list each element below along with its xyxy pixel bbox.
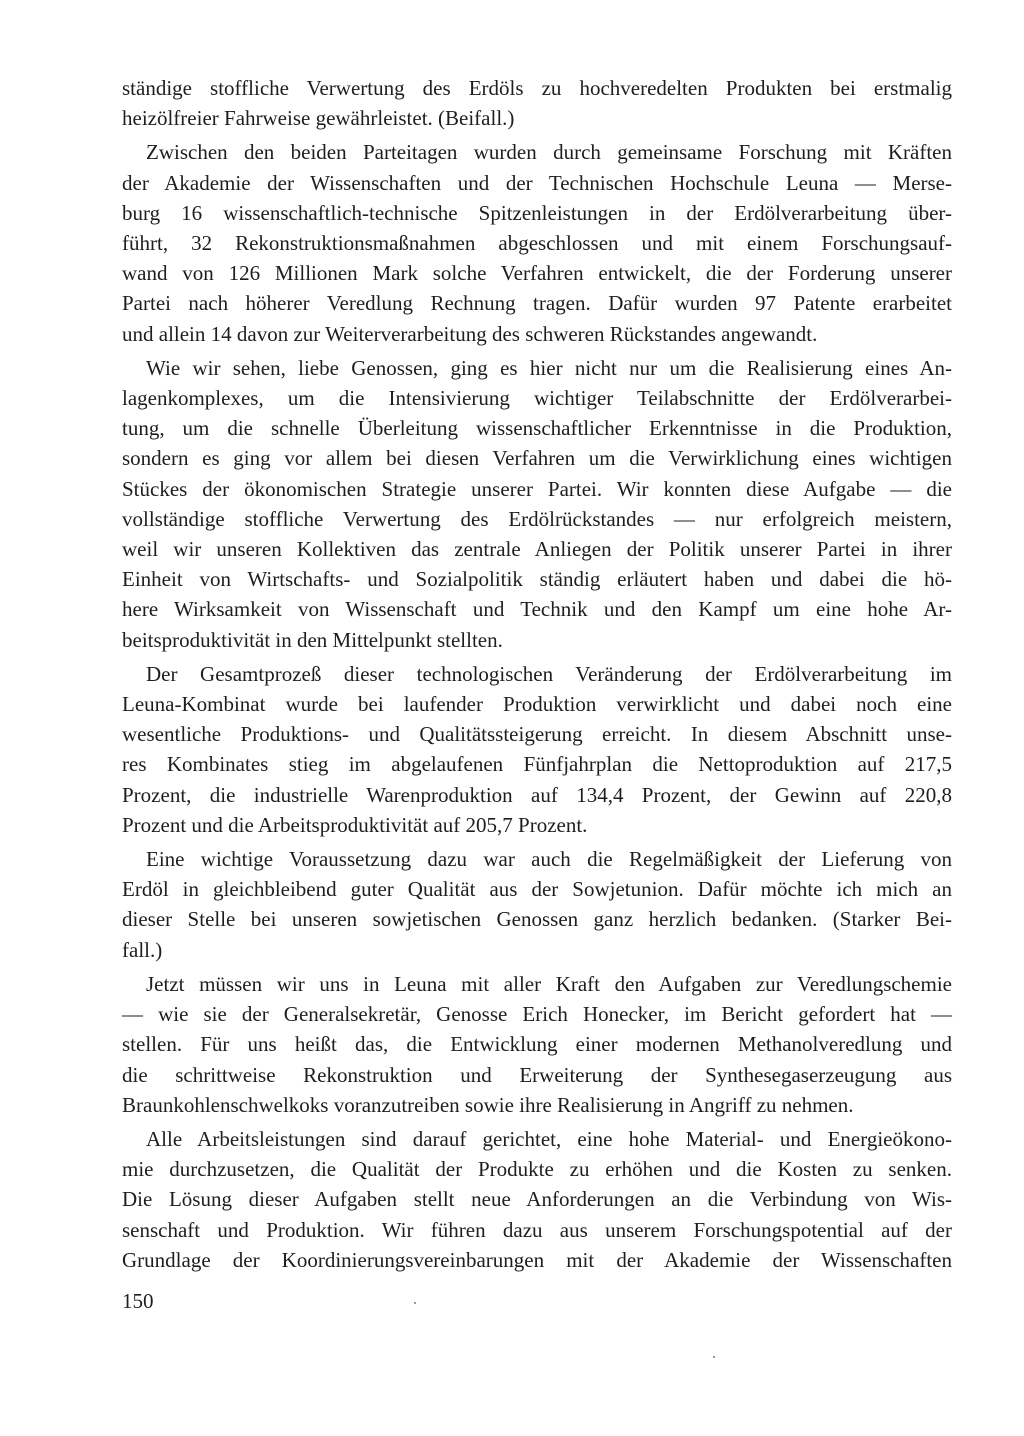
text-line: stellen. Für uns heißt das, die Entwicklung einer modernen Methanolveredlung und [122,1032,952,1057]
scan-speck [414,1302,416,1304]
text-line: Eine wichtige Voraussetzung dazu war auch die Regelmäßigkeit der Lieferung von [146,847,952,872]
text-line: beitsproduktivität in den Mittelpunkt stellten. [122,627,503,652]
paragraph-2 [122,137,952,348]
text-line: die schrittweise Rekonstruktion und Erweiterung der Synthesegaserzeugung aus [122,1062,952,1087]
text-line: res Kombinates stieg im abgelaufenen Fünfjahrplan die Nettoproduktion auf 217,5 [122,752,952,777]
text-line: wesentliche Produktions- und Qualitätssteigerung erreicht. In diesem Abschnitt unse- [122,722,952,747]
text-line: Stückes der ökonomischen Strategie unserer Partei. Wir konnten diese Aufgabe — die [122,476,952,501]
text-line: burg 16 wissenschaftlich-technische Spitzenleistungen in der Erdölverarbeitung über- [122,200,952,225]
text-line: ständige stoffliche Verwertung des Erdöls zu hochveredelten Produkten bei erstmalig [122,76,952,100]
text-line: weil wir unseren Kollektiven das zentrale Anliegen der Politik unserer Partei in ihrer [122,537,952,562]
text-line: Der Gesamtprozeß dieser technologischen Veränderung der Erdölverarbeitung im [146,661,952,686]
text-line: here Wirksamkeit von Wissenschaft und Technik und den Kampf um eine hohe Ar- [122,597,952,622]
text-line: Leuna-Kombinat wurde bei laufender Produktion verwirklicht und dabei noch eine [122,692,952,717]
paragraph-4 [122,659,952,840]
text-line: Wie wir sehen, liebe Genossen, ging es hier nicht nur um die Realisierung eines An- [146,355,952,380]
text-line: fall.) [122,937,163,962]
text-line: und allein 14 davon zur Weiterverarbeitung des schweren Rückstandes angewandt. [122,321,818,346]
text-line: Braunkohlenschwelkoks voranzutreiben sowie ihre Realisierung in Angriff zu nehmen. [122,1092,854,1117]
text-line: Erdöl in gleichbleibend guter Qualität aus der Sowjetunion. Dafür möchte ich mich an [122,877,952,902]
text-line: sondern es ging vor allem bei diesen Verfahren um die Verwirklichung eines wichtigen [122,446,952,471]
text-line: — wie sie der Generalsekretär, Genosse Erich Honecker, im Bericht gefordert hat — [122,1002,952,1027]
paragraph-7 [122,1124,952,1275]
text-line: Prozent und die Arbeitsproduktivität auf 205,7 Prozent. [122,812,588,837]
text-line: senschaft und Produktion. Wir führen dazu aus unserem Forschungspotential auf der [122,1217,952,1242]
text-line: dieser Stelle bei unseren sowjetischen Genossen ganz herzlich bedanken. (Starker Bei- [122,907,952,932]
text-line: führt, 32 Rekonstruktionsmaßnahmen abgeschlossen und mit einem Forschungsauf- [122,231,952,256]
scan-speck [713,1356,715,1358]
text-line: heizölfreier Fahrweise gewährleistet. (Beifall.) [122,106,515,131]
text-line: Zwischen den beiden Parteitagen wurden durch gemeinsame Forschung mit Kräften [146,140,952,165]
text-line: tung, um die schnelle Überleitung wissenschaftlicher Erkenntnisse in die Produktion, [122,416,952,441]
paragraph-3 [122,353,952,655]
text-line: vollständige stoffliche Verwertung des Erdölrückstandes — nur erfolgreich meistern, [122,506,952,531]
paragraph-6 [122,969,952,1120]
text-line: mie durchzusetzen, die Qualität der Produkte zu erhöhen und die Kosten zu senken. [122,1157,952,1182]
text-line: Prozent, die industrielle Warenproduktion auf 134,4 Prozent, der Gewinn auf 220,8 [122,782,952,807]
text-line: Jetzt müssen wir uns in Leuna mit aller Kraft den Aufgaben zur Veredlungschemie [146,971,952,996]
paragraph-1 [122,73,952,133]
text-line: Partei nach höherer Veredlung Rechnung tragen. Dafür wurden 97 Patente erarbeitet [122,291,952,316]
text-line: Grundlage der Koordinierungsvereinbarungen mit der Akademie der Wissenschaften [122,1247,952,1272]
page-body [122,73,952,1279]
text-line: Alle Arbeitsleistungen sind darauf gerichtet, eine hohe Material- und Energieökono- [146,1126,952,1151]
page-number: 150 [122,1289,154,1313]
text-line: Einheit von Wirtschafts- und Sozialpolitik ständig erläutert haben und dabei die hö- [122,567,952,592]
text-line: der Akademie der Wissenschaften und der Technischen Hochschule Leuna — Merse- [122,170,952,195]
paragraph-5 [122,844,952,965]
text-line: lagenkomplexes, um die Intensivierung wichtiger Teilabschnitte der Erdölverarbei- [122,386,952,411]
text-line: Die Lösung dieser Aufgaben stellt neue Anforderungen an die Verbindung von Wis- [122,1187,952,1212]
text-line: wand von 126 Millionen Mark solche Verfahren entwickelt, die der Forderung unserer [122,261,952,286]
